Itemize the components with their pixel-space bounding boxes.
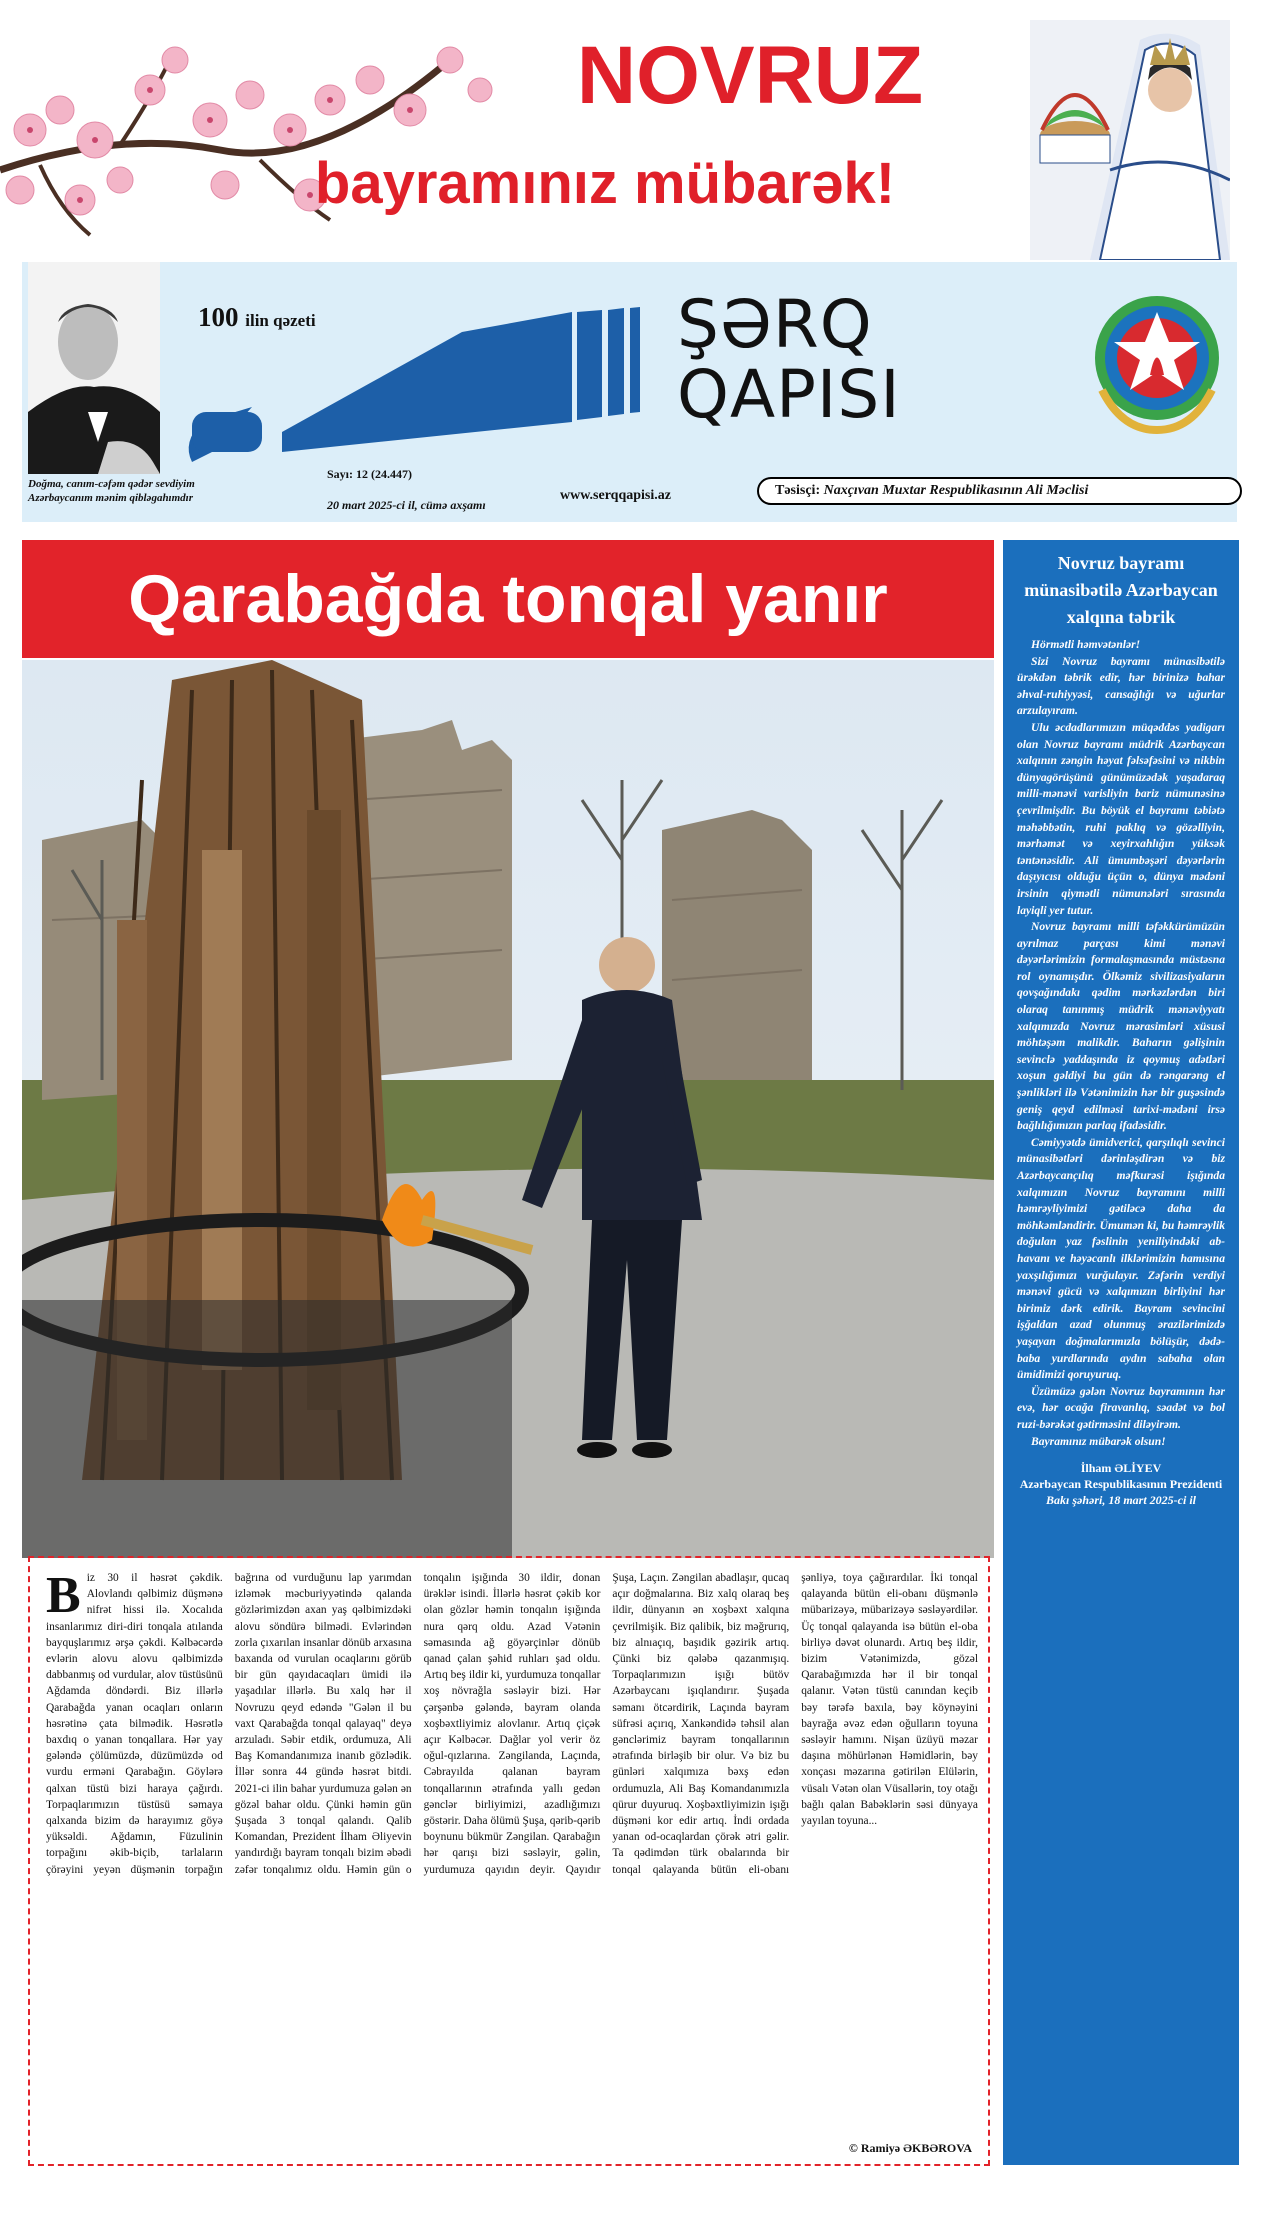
newspaper-logo-bars — [172, 292, 642, 482]
portrait-caption: Doğma, canım-cəfəm qədər sevdiyim Azərbaycanım mənim qibləgahımdır — [28, 478, 195, 504]
masthead — [22, 262, 1237, 522]
greeting-paragraph: Cəmiyyətdə ümidverici, qarşılıqlı sevinci münasibətləri dərinləşdirən və biz Azərbaycançılıq məfkurəsi işığında xalqımızın Novruz bayramını milli həmrəyliyimizi gətiləcə daha da möhkəmləndirir. Ümumən ki, bu həmrəylik doğulan yaz fəslinin yeniliyindəki ab-havanı ve həyəcanlı ilklərimizin hamısına yaxşılığımızı vurğulayır. Zəfərin verdiyi mənəvi gücü və xalqımızın birliyini hər birimiz dərk edirik. Bayram sevincini işğaldan azad olunmuş ərazilərimizdə yaşayan doğmalarımızla bölüşür, dədə-baba yurdlarında aydın sabaha olan ümidimizi qoruyuruq. — [1017, 1135, 1225, 1382]
newspaper-title-line2: QAPISI — [677, 356, 901, 433]
age-text: ilin qəzeti — [245, 311, 316, 330]
newspaper-title-line1: ŞƏRQ — [677, 286, 873, 363]
banner-subtitle: bayramınız mübarək! — [314, 151, 896, 216]
bonfire-ceremony-photo — [22, 660, 994, 1558]
article-body — [28, 1556, 990, 2166]
greeting-paragraph: Bayramınız mübarək olsun! — [1031, 1434, 1166, 1448]
issue-number: Sayı: 12 (24.447) — [327, 467, 412, 481]
state-emblem-icon — [1082, 280, 1232, 440]
signature-name: İlham ƏLİYEV — [1080, 1461, 1162, 1476]
greeting-paragraph: Ulu əcdadlarımızın müqəddəs yadigarı olan Novruz bayramı müdrik Azərbaycan xalqının zəngin həyat fəlsəfəsini və nikbin dünyagörüşünü günümüzədək yaşadaraq milli-mənəvi varisliyin bariz nümunəsinə çevrilmişdir. Bu böyük el bayramı təbiətə məhəbbətin, ruhi paklıq və gözəlliyin, mərhəmət və xeyirxahlığın yüksək təntənəsidir. Ali ümumbəşəri dəyərlərin daşıyıcısı olduğu üçün o, dünya mədəni irsinin qiymətli nümunələri sırasında layiqli yer tutur. — [1017, 720, 1225, 917]
signature-title: Azərbaycan Respublikasının Prezidenti — [1019, 1477, 1223, 1492]
article-paragraph — [46, 1567, 978, 1878]
greeting-body — [1017, 637, 1225, 1450]
article-dropcap: B — [46, 1567, 81, 1624]
article-author: © Ramiyə ƏKBƏROVA — [848, 2141, 972, 2155]
article-columns — [46, 1567, 978, 2130]
website-link[interactable]: www.serqqapisi.az — [560, 488, 671, 503]
greeting-title: Novruz bayramı münasibətilə Azərbaycan xalqına təbrik — [1024, 553, 1218, 627]
novruz-banner — [0, 0, 1280, 262]
signature-place: Bakı şəhəri, 18 mart 2025-ci il — [1046, 1493, 1196, 1508]
author-name: Ramiyə ƏKBƏROVA — [860, 2141, 972, 2155]
issue-date: 20 mart 2025-ci il, cümə axşamı — [327, 498, 486, 512]
greeting-signature — [1017, 1460, 1225, 1508]
greeting-paragraph: Novruz bayramı milli təfəkkürümüzün ayrılmaz parçası kimi mənəvi dəyərlərimizin formalaşmasında müstəsna rol oynamışdır. Ölkəmiz sivilizasiyaların qovşağındakı qədim mərkəzlərdən biri olaraq tanınmış müdrik mənəviyyatı xalqımızda Novruz mərasimləri xüsusi möhtəşəm malikdir. Baharın gəlişinin sevinclə yaddaşında iz qoymuş adətləri xoşun gəldiyi bu gün də rəngarəng el şənlikləri ilə Vətənimizin hər bir guşəsində geniş qeyd edilməsi tarixi-mədəni irsə bağlılığımızın parlaq ifadəsidir. — [1017, 920, 1225, 1133]
greeting-paragraph: Sizi Novruz bayramı münasibətilə ürəkdən təbrik edir, hər birinizə bahar əhval-ruhiyyəsi, cansağlığı və uğurlar arzulayıram. — [1017, 654, 1225, 718]
founder-label: Təsisçi: — [775, 483, 821, 498]
main-headline: Qarabağda tonqal yanır — [22, 540, 994, 658]
greeting-sidebar — [1003, 540, 1239, 2165]
founder-box — [757, 477, 1242, 505]
novruz-girl-with-basket-image — [1030, 20, 1230, 260]
greeting-paragraph: Üzümüzə gələn Novruz bayramının hər evə, hər ocağa firavanlıq, səadət və bol ruzi-bərəkət gətirməsini diləyirəm. — [1017, 1384, 1225, 1431]
age-number: 100 — [198, 302, 239, 332]
founder-value: Naxçıvan Muxtar Respublikasının Ali Məclisi — [823, 483, 1089, 498]
article-text: iz 30 il həsrət çəkdik. Alovlandı qəlbimiz düşmənə nifrət hissi ilə. Xocalıda insanlarımız diri-diri tonqala atılanda bayquşlarımız ərşə çəkdi. Kəlbəcərdə evlərin alovu alovu qəlbimizdə dabbanmış od vurdular, alov tüstüsünü Ağdamda döndərdi. Biz illərlə Qarabağda yanan ocaqları onların həsrətinə çata bilmədik. Həsrətlə baxdıq o yanan tonqallara. Hər yay gələndə çölümüzdə, düzümüzdə od vurdu erməni Qarabağın. Göylərə qalxan tüstü bizi haraya çağırdı. Torpaqlarımızın tüstüsü səmaya qalxanda bizim də harayımız göyə yüksəldi. Ağdamın, Füzulinin torpağını əkib-biçib, tarlaların çörəyini yeyən düşmənin torpağın bağrına od vurduğunu lap yarımdan izləmək məcburiyyətində qalanda gözlərimizdən axan yaş qəlbimizdəki alovu söndürə bilmədi. Evlərindən zorla çıxarılan insanlar dönüb arxasına baxanda od vurulan ocaqlarını görüb bir gün qayıdacaqları ümidi ilə yaşadılar illərlə. Bu xalq hər il Novruzu qeyd edəndə "Gələn il bu vaxt Qarabağda tonqal qalayaq" deyə arzuladı. Səbir etdik, ordumuza, Ali Baş Komandanımıza inanıb gözlədik. İllər sonra 44 gündə həsrət bitdi. 2021-ci ilin bahar yurdumuza gələn ən gözəl bahar oldu. Çünki həmin gün Şuşada 3 tonqal qalandı. Qalib Komandan, Prezident İlham Əliyevin yandırdığı bayram tonqalı bizim əbədi zəfər tonqalımız oldu. Həmin gün o tonqalın işığında 30 ildir, donan ürəklər isindi. İllərlə həsrət çəkib kor olan gözlər həmin tonqalın işığında nura qərq oldu. Azad Vətənin səmasında ağ göyərçinlər dönüb qanad çalan şəhid ruhları şad oldu. Artıq beş ildir ki, yurdumuza tonqallar xoş növrağla səsləyir bizi. Hər çərşənbə gələndə, bayram olanda xoşbəxtliyimiz alovlanır. Artıq çiçək açır Kəlbəcər. Dağlar yol verir öz oğul-qızlarına. Zəngilanda, Laçında, Cəbrayılda qalanan bayram tonqallarının ətrafında yallı gedən gənclər birliyimizi, azadlığımızı göstərir. Daha ölümü Şuşa, qərib-qərib boynunu bükmür Zəngilan. Qarabağın hər qarışı bizi səsləyir, gəlin, yurdumuza qayıdın deyir. Qayıdır Şuşa, Laçın. Zəngilan abadlaşır, qucaq açır doğmalarına. Biz xalq olaraq beş ildir, dünyanın ən xoşbəxt xalqına çevrilmişik. Biz qalibik, biz məğrurıq, biz alnıaçıq, başıdik gəzirik artıq. Çünki biz qələbə qazanmışıq. Torpaqlarımızın işığı bütöv Azərbaycanı işıqlandırır. Şuşada səmanı ötcərdirik, Laçında bayram süfrəsi açırıq, Xankəndidə təhsil alan gənclərimiz bayram tonqallarının ətrafında birləşib bir olur. Və biz bu günləri xalqımıza bəxş edən ordumuzla, Ali Baş Komandanımızla qürur duyuruq. Xoşbəxtliyimizin işığı düşməni kor edir artıq. İndi ordada yanan od-ocaqlardan çörək ətri gəlir. Ta qədimdən türk obalarında bir tonqal qalayanda bütün eli-obanı şənliyə, toya çağırardılar. İki tonqal qalayanda bütün eli-obanı düşmənlə mübarizəyə, mübarizəyə səsləyərdilər. Üç tonqal qalayanda isə bütün el-oba birliyə dəvət olunardı. Artıq beş ildir, bizim Vətənimizdə, gözəl Qarabağımızda hər il bir tonqal qalanır. Vətən tüstü canından keçib bəy tərəfə baxıla, bəy köynəyini bayrağa əvəz edən oğulların toyuna səsləyir hamını. Nişan üzüyü məzar daşına möhürlənən Həmidlərin, bəy xonçası məzarına gətirilən Elülərin, vüsalı Vətən olan Vüsallərin, toy otağı bağlı qalan Babəklərin səsi dünyaya yayılan toyuna... — [46, 1572, 978, 1876]
greeting-salutation: Hörmətli həmvətənlər! — [1031, 638, 1141, 651]
banner-title: NOVRUZ — [576, 30, 924, 121]
founder-portrait-image — [28, 262, 160, 474]
